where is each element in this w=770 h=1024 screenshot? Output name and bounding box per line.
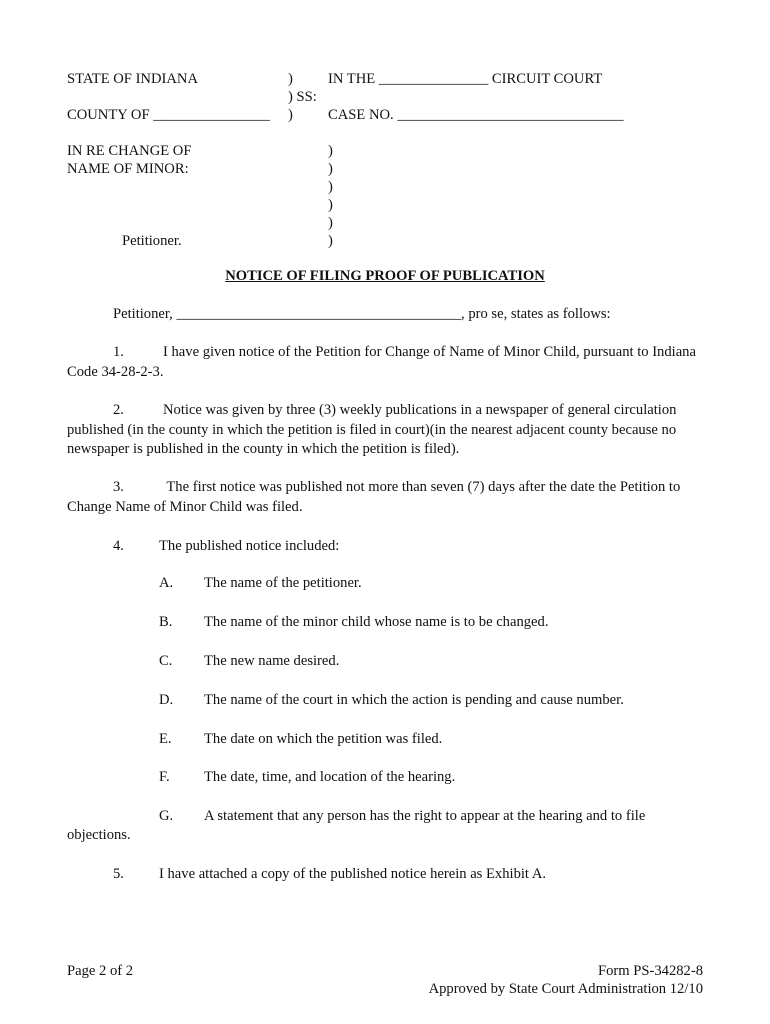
caption-paren: ): [328, 233, 333, 249]
in-re-label: NAME OF MINOR:: [67, 161, 189, 177]
paragraph-number: 3.: [113, 479, 124, 495]
page-number: Page 2 of 2: [67, 963, 134, 979]
paragraph-number: 2.: [113, 402, 124, 418]
list-item: The name of the petitioner.: [204, 575, 362, 591]
caption-paren: ): [328, 161, 333, 177]
list-item-letter: G.: [159, 808, 174, 824]
county-line: COUNTY OF ________________: [67, 107, 270, 123]
list-item-letter: D.: [159, 692, 174, 708]
paragraph-text: The first notice was published not more than seven (7) days after the date the Petition to Change Name of Minor Child was filed.: [67, 479, 681, 515]
intro-line: Petitioner, _______________________________________, pro se, states as follows:: [113, 306, 611, 322]
document-title: NOTICE OF FILING PROOF OF PUBLICATION: [225, 268, 545, 284]
paragraph-number: 4.: [113, 538, 124, 554]
petitioner-label: Petitioner.: [122, 233, 182, 249]
caption-paren: ): [288, 71, 293, 87]
ss-label: ) SS:: [288, 89, 317, 105]
court-line: IN THE _______________ CIRCUIT COURT: [328, 71, 603, 87]
paragraph-text: Notice was given by three (3) weekly publications in a newspaper of general circulation published (in the county in which the petition is filed in court)(in the nearest adjacent county because no newspaper is published in the county in which the petition is filed).: [67, 402, 677, 457]
paragraph-1: [67, 343, 707, 382]
list-item: The new name desired.: [204, 653, 340, 669]
paragraph-text: I have attached a copy of the published notice herein as Exhibit A.: [159, 866, 547, 882]
paragraph-number: 5.: [113, 866, 124, 882]
list-item: The date, time, and location of the hearing.: [204, 769, 456, 785]
caption-paren: ): [288, 107, 293, 123]
caption-paren: ): [328, 143, 333, 159]
caption-paren: ): [328, 179, 333, 195]
list-item-letter: A.: [159, 575, 174, 591]
caption-paren: ): [328, 215, 333, 231]
paragraph-2: [67, 401, 707, 460]
in-re-label: IN RE CHANGE OF: [67, 143, 192, 159]
list-item: The name of the minor child whose name is to be changed.: [204, 614, 549, 630]
list-item-letter: B.: [159, 614, 173, 630]
list-item-continuation: objections.: [67, 827, 131, 843]
paragraph-text: I have given notice of the Petition for Change of Name of Minor Child, pursuant to Indiana Code 34-28-2-3.: [67, 344, 696, 380]
list-item: The date on which the petition was filed.: [204, 731, 443, 747]
paragraph-text: The published notice included:: [159, 538, 340, 554]
list-item-letter: E.: [159, 731, 172, 747]
paragraph-number: 1.: [113, 344, 124, 360]
caption-paren: ): [328, 197, 333, 213]
list-item-letter: F.: [159, 769, 170, 785]
state-label: STATE OF INDIANA: [67, 71, 198, 87]
case-number-line: CASE NO. _______________________________: [328, 107, 624, 123]
approval-note: Approved by State Court Administration 12/10: [428, 981, 703, 997]
form-number: Form PS-34282-8: [597, 963, 703, 979]
list-item: A statement that any person has the right to appear at the hearing and to file: [204, 808, 646, 824]
list-item-letter: C.: [159, 653, 173, 669]
list-item: The name of the court in which the action is pending and cause number.: [204, 692, 624, 708]
paragraph-3: [67, 478, 707, 517]
